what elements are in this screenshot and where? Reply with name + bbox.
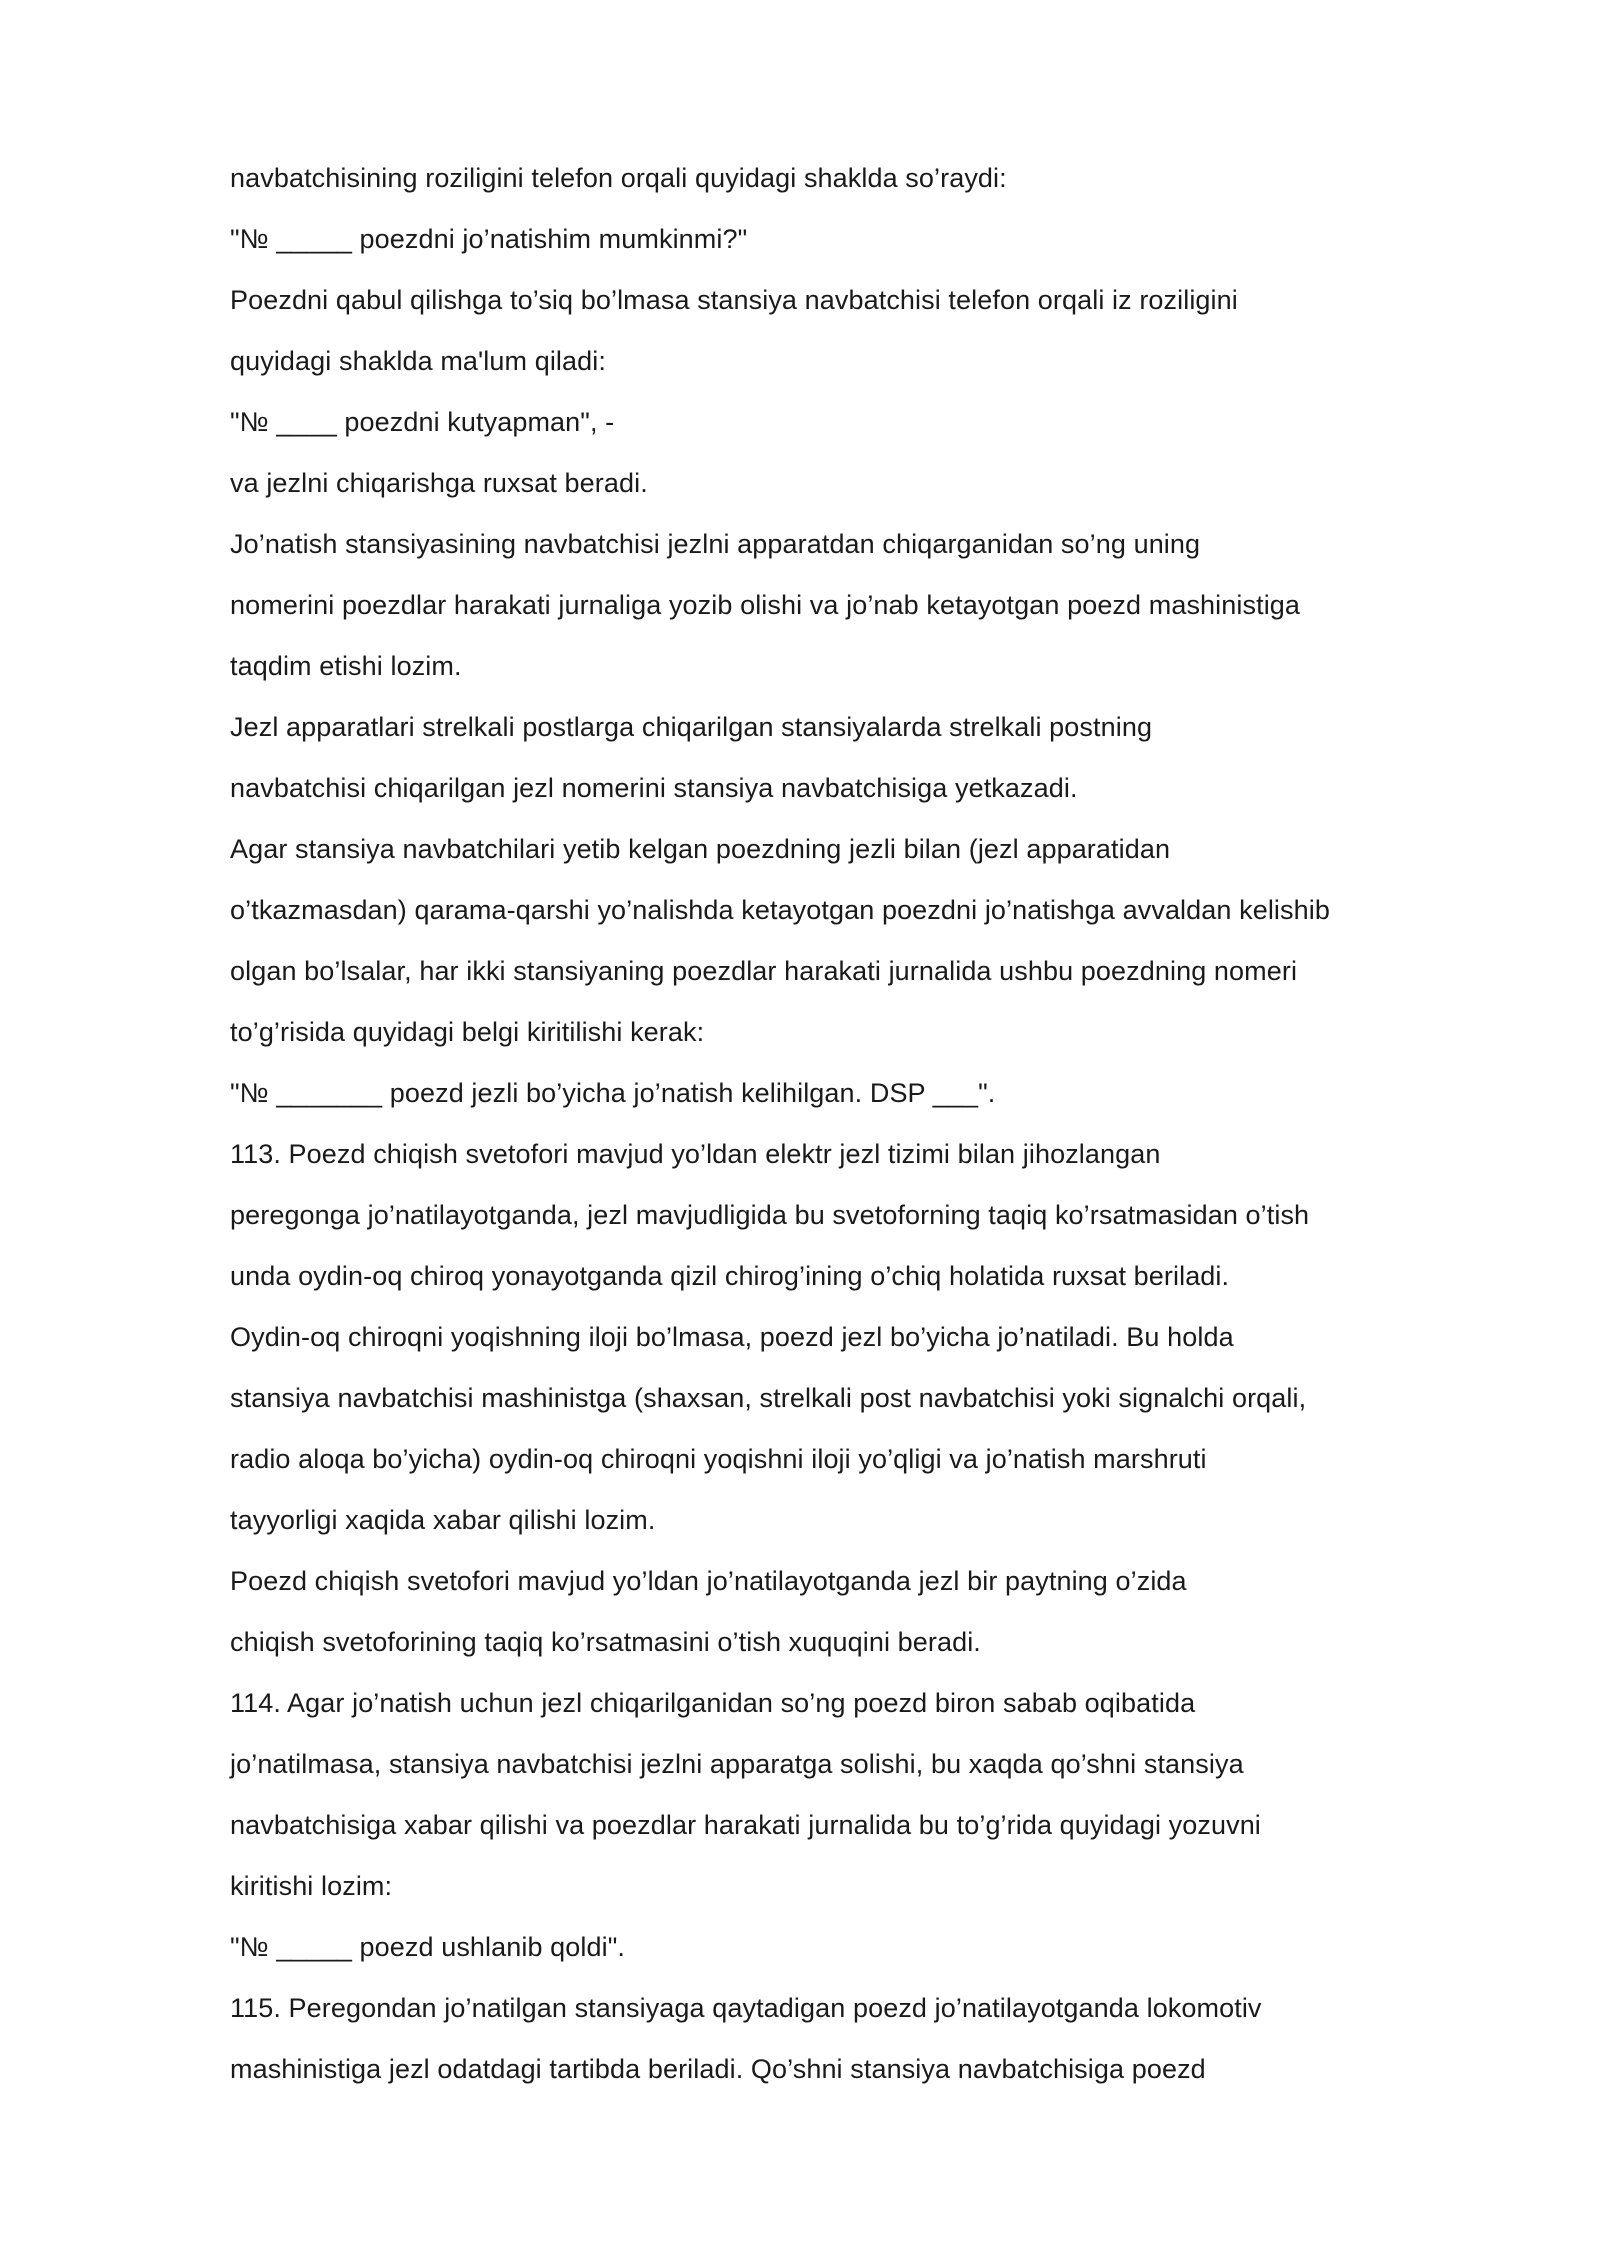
text-line: unda oydin-oq chiroq yonayotganda qizil chirog’ining o’chiq holatida ruxsat beriladi. xyxy=(230,1261,1230,1291)
text-line: Poezdni qabul qilishga to’siq bo’lmasa stansiya navbatchisi telefon orqali iz roziligini xyxy=(230,285,1238,315)
text-line: Jo’natish stansiyasining navbatchisi jezlni apparatdan chiqarganidan so’ng uning xyxy=(230,529,1201,559)
text-line: olgan bo’lsalar, har ikki stansiyaning poezdlar harakati jurnalida ushbu poezdning nomeri xyxy=(230,956,1298,986)
text-line: mashinistiga jezl odatdagi tartibda beriladi. Qo’shni stansiya navbatchisiga poezd xyxy=(230,2054,1206,2084)
text-line: to’g’risida quyidagi belgi kiritilishi kerak: xyxy=(230,1017,705,1047)
document-body xyxy=(230,148,1410,2100)
text-line: tayyorligi xaqida xabar qilishi lozim. xyxy=(230,1505,656,1535)
text-line: 113. Poezd chiqish svetofori mavjud yo’ldan elektr jezl tizimi bilan jihozlangan xyxy=(230,1139,1161,1169)
text-line: "№ _____ poezdni jo’natishim mumkinmi?" xyxy=(230,224,748,254)
text-line: "№ _______ poezd jezli bo’yicha jo’natish kelihilgan. DSP ___". xyxy=(230,1078,996,1108)
text-line: Agar stansiya navbatchilari yetib kelgan poezdning jezli bilan (jezl apparatidan xyxy=(230,834,1171,864)
text-line: "№ _____ poezd ushlanib qoldi". xyxy=(230,1932,626,1962)
text-line: "№ ____ poezdni kutyapman", - xyxy=(230,407,615,437)
text-line: stansiya navbatchisi mashinistga (shaxsan, strelkali post navbatchisi yoki signalchi orqali, xyxy=(230,1383,1307,1413)
text-line: 114. Agar jo’natish uchun jezl chiqarilganidan so’ng poezd biron sabab oqibatida xyxy=(230,1688,1196,1718)
text-line: Oydin-oq chiroqni yoqishning iloji bo’lmasa, poezd jezl bo’yicha jo’natiladi. Bu holda xyxy=(230,1322,1234,1352)
text-line: Jezl apparatlari strelkali postlarga chiqarilgan stansiyalarda strelkali postning xyxy=(230,712,1153,742)
text-line: 115. Peregondan jo’natilgan stansiyaga qaytadigan poezd jo’natilayotganda lokomotiv xyxy=(230,1993,1262,2023)
text-line: va jezlni chiqarishga ruxsat beradi. xyxy=(230,468,648,498)
text-line: kiritishi lozim: xyxy=(230,1871,393,1901)
text-line: navbatchisi chiqarilgan jezl nomerini stansiya navbatchisiga yetkazadi. xyxy=(230,773,1078,803)
text-line: jo’natilmasa, stansiya navbatchisi jezlni apparatga solishi, bu xaqda qo’shni stansiya xyxy=(230,1749,1244,1779)
text-line: peregonga jo’natilayotganda, jezl mavjudligida bu svetoforning taqiq ko’rsatmasidan o’tish xyxy=(230,1200,1310,1230)
text-line: nomerini poezdlar harakati jurnaliga yozib olishi va jo’nab ketayotgan poezd mashinistiga xyxy=(230,590,1301,620)
text-line: chiqish svetoforining taqiq ko’rsatmasini o’tish xuquqini beradi. xyxy=(230,1627,981,1657)
text-line: navbatchisining roziligini telefon orqali quyidagi shaklda so’raydi: xyxy=(230,163,1007,193)
text-line: navbatchisiga xabar qilishi va poezdlar harakati jurnalida bu to’g’rida quyidagi yozuvni xyxy=(230,1810,1261,1840)
text-line: taqdim etishi lozim. xyxy=(230,651,462,681)
text-line: o’tkazmasdan) qarama-qarshi yo’nalishda ketayotgan poezdni jo’natishga avvaldan kelishib xyxy=(230,895,1330,925)
text-line: Poezd chiqish svetofori mavjud yo’ldan jo’natilayotganda jezl bir paytning o’zida xyxy=(230,1566,1187,1596)
text-line: radio aloqa bo’yicha) oydin-oq chiroqni yoqishni iloji yo’qligi va jo’natish marshruti xyxy=(230,1444,1207,1474)
text-line: quyidagi shaklda ma'lum qiladi: xyxy=(230,346,606,376)
